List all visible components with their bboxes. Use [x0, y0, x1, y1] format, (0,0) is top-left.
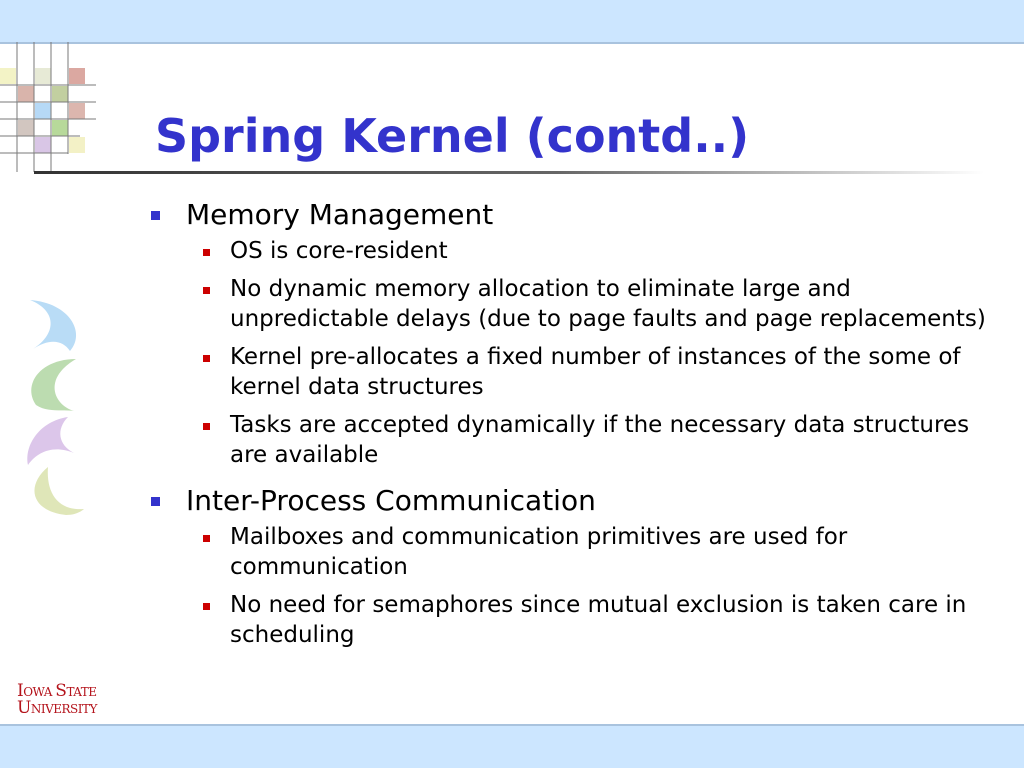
grid-decoration	[0, 42, 110, 172]
sub-bullet-list	[186, 236, 1005, 470]
bullet-inter-process-communication	[145, 484, 1005, 650]
square-bullet-icon	[203, 603, 210, 610]
iowa-state-logo: IOWA STATE UNIVERSITY	[17, 681, 97, 718]
sub-bullet: Mailboxes and communication primitives are used for communication	[186, 522, 1005, 582]
square-bullet-icon	[203, 535, 210, 542]
slide-title: Spring Kernel (contd..)	[155, 109, 750, 163]
sub-bullet: No dynamic memory allocation to eliminate large and unpredictable delays (due to page faults and page replacements)	[186, 274, 1005, 334]
bullet-text: Memory Management	[186, 198, 494, 231]
sub-bullet: Tasks are accepted dynamically if the necessary data structures are available	[186, 410, 1005, 470]
bullet-text: Inter-Process Communication	[186, 484, 596, 517]
square-bullet-icon	[203, 355, 210, 362]
bullet-memory-management	[145, 198, 1005, 470]
square-bullet-icon	[203, 423, 210, 430]
crescent-decoration	[18, 295, 88, 525]
title-underline	[34, 171, 984, 174]
sub-bullet: OS is core-resident	[186, 236, 1005, 266]
sub-bullet-list	[186, 522, 1005, 650]
sub-bullet: No need for semaphores since mutual exclusion is taken care in scheduling	[186, 590, 1005, 650]
square-bullet-icon	[203, 287, 210, 294]
square-bullet-icon	[151, 497, 160, 506]
square-bullet-icon	[151, 211, 160, 220]
square-bullet-icon	[203, 249, 210, 256]
top-band	[0, 0, 1024, 44]
bullet-list	[145, 198, 1005, 664]
sub-bullet: Kernel pre-allocates a fixed number of instances of the some of kernel data structures	[186, 342, 1005, 402]
bottom-band	[0, 724, 1024, 768]
